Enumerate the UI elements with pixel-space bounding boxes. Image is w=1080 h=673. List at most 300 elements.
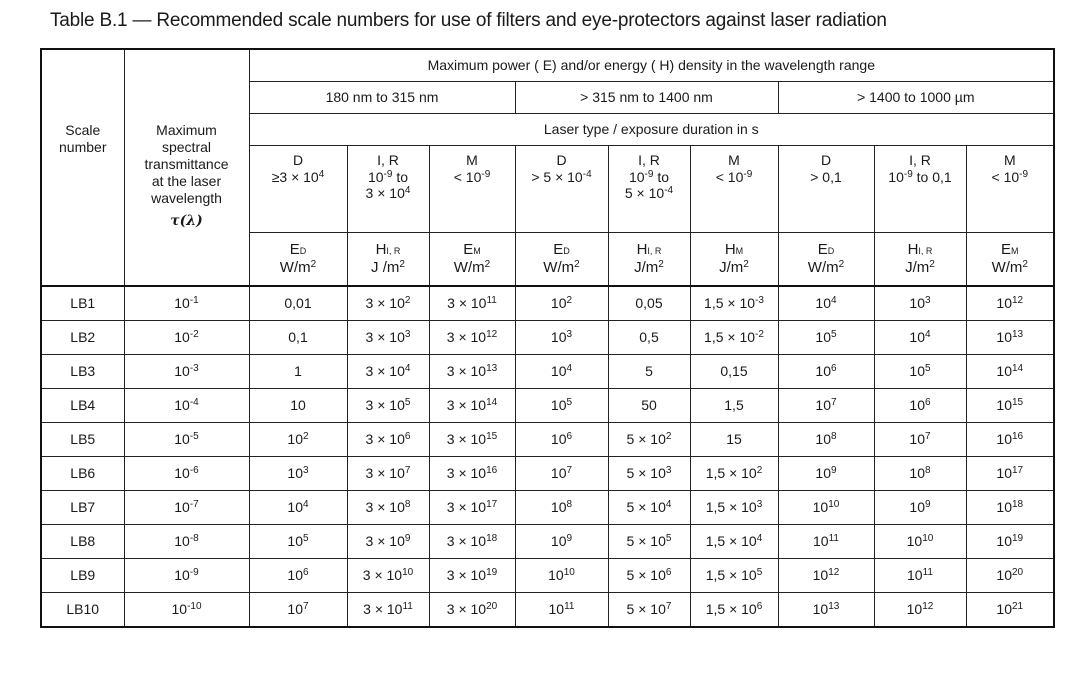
value-cell: $10^{14}$ (966, 355, 1054, 389)
value-cell: $3 \times 10^{19}$ (429, 559, 515, 593)
exponent: -4 (189, 397, 199, 409)
exponent: 5 (404, 397, 411, 409)
value-cell: $1,5 \times 10^2$ (690, 457, 778, 491)
value-cell: $10^5$ (515, 389, 608, 423)
value-cell: $10^5$ (778, 321, 874, 355)
exponent: 4 (756, 533, 763, 545)
unit-label: $J/m^2$ (719, 259, 749, 276)
value-cell: $10^{12}$ (778, 559, 874, 593)
exponent: 6 (404, 431, 411, 443)
value-cell: $10^{10}$ (874, 525, 966, 559)
exponent: 11 (564, 601, 575, 613)
exponent: 2 (756, 465, 763, 477)
laser-type-name: I, R (638, 152, 660, 168)
quantity-unit-cell (874, 233, 966, 287)
exponent: 5 (831, 329, 837, 341)
exponent: 19 (1012, 533, 1024, 545)
value-cell: 0,15 (690, 355, 778, 389)
table-row (41, 321, 1054, 355)
value-cell: $10^9$ (874, 491, 966, 525)
exponent: -9 (481, 168, 491, 180)
exponent: 4 (318, 168, 325, 180)
exponent: -1 (189, 295, 199, 307)
unit-label: $W/m^2$ (453, 259, 491, 276)
value-cell: $1,5 \times 10^3$ (690, 491, 778, 525)
laser-type-name: M (728, 152, 740, 168)
value-cell: $10^7$ (515, 457, 608, 491)
scale-number-cell: LB4 (41, 389, 124, 423)
value-cell: $10^6$ (249, 559, 347, 593)
transmittance-cell: $10^{-7}$ (124, 491, 249, 525)
exponent: -10 (187, 601, 202, 613)
exponent: 9 (925, 499, 931, 511)
unit-label: J $/m^2$ (371, 259, 405, 276)
exponent: 9 (404, 533, 411, 545)
unit-label: $W/m^2$ (543, 259, 580, 276)
exponent: 19 (486, 567, 498, 579)
value-cell: $10^7$ (874, 423, 966, 457)
exponent: 10 (563, 567, 575, 579)
laser-type-duration: $\ge 3 \times 10^4$ (271, 168, 325, 185)
exponent: 7 (925, 431, 931, 443)
transmittance-cell: $10^{-9}$ (124, 559, 249, 593)
value-cell: $3 \times 10^{16}$ (429, 457, 515, 491)
value-cell: $3 \times 10^{18}$ (429, 525, 515, 559)
exponent: 2 (566, 295, 573, 307)
value-cell: $10^8$ (874, 457, 966, 491)
quantity-unit-cell (608, 233, 690, 287)
quantity-symbol: ED (817, 241, 835, 259)
quantity-symbol: EM (463, 241, 481, 259)
exponent: 8 (831, 431, 837, 443)
value-cell: $1,5 \times 10^4$ (690, 525, 778, 559)
exponent: 11 (402, 601, 413, 613)
value-cell: $5 \times 10^3$ (608, 457, 690, 491)
laser-type-cell (966, 146, 1054, 233)
table-caption: Table B.1 — Recommended scale numbers for use of filters and eye-protectors against laser radiation (50, 10, 887, 31)
exponent: 4 (925, 329, 931, 341)
transmittance-cell: $10^{-5}$ (124, 423, 249, 457)
value-cell: $5 \times 10^4$ (608, 491, 690, 525)
laser-type-duration: $10^{-9}$ to (367, 168, 409, 185)
exponent: 12 (828, 567, 840, 579)
exponent: 8 (404, 499, 411, 511)
scale-number-cell: LB3 (41, 355, 124, 389)
exponent: 3 (756, 499, 763, 511)
laser-type-duration: < $10^{-9}$ (991, 168, 1029, 185)
scale-number-cell: LB2 (41, 321, 124, 355)
quantity-subscript: I, R (918, 246, 933, 257)
transmittance-cell: $10^{-1}$ (124, 286, 249, 321)
unit-label: $J/m^2$ (634, 259, 664, 276)
exponent: 7 (404, 465, 411, 477)
exponent: 13 (828, 601, 840, 613)
value-cell: $10^7$ (249, 593, 347, 628)
value-cell: 10 (249, 389, 347, 423)
exponent: 10 (828, 499, 840, 511)
value-cell: $3 \times 10^4$ (347, 355, 429, 389)
quantity-symbol: HI, R (907, 241, 933, 259)
quantity-subscript: D (827, 246, 835, 257)
value-cell: 0,01 (249, 286, 347, 321)
quantity-subscript: D (563, 246, 570, 257)
quantity-subscript: M (1011, 246, 1019, 257)
table-row (41, 559, 1054, 593)
tau-symbol: τ(λ) (170, 213, 203, 230)
quantity-symbol: ED (289, 241, 307, 259)
exponent: 13 (486, 363, 498, 375)
exponent: 8 (925, 465, 931, 477)
exponent: 6 (566, 431, 573, 443)
exponent: 2 (303, 431, 309, 443)
laser-type-cell (347, 146, 429, 233)
quantity-unit-cell (778, 233, 874, 287)
exponent: 16 (1012, 431, 1024, 443)
exponent: 2 (399, 259, 405, 270)
value-cell: $5 \times 10^2$ (608, 423, 690, 457)
value-cell: $3 \times 10^9$ (347, 525, 429, 559)
exponent: 4 (404, 363, 411, 375)
value-cell: $3 \times 10^{17}$ (429, 491, 515, 525)
table-row (41, 423, 1054, 457)
value-cell: $10^6$ (515, 423, 608, 457)
exponent: 14 (486, 397, 498, 409)
laser-type-name: I, R (377, 152, 399, 168)
value-cell: $3 \times 10^{13}$ (429, 355, 515, 389)
laser-type-cell (515, 146, 608, 233)
exponent: 21 (1012, 601, 1024, 613)
range-header: > 315 nm to 1400 nm (515, 82, 778, 114)
value-cell: $3 \times 10^2$ (347, 286, 429, 321)
exponent: 3 (925, 295, 931, 307)
exponent: 2 (743, 259, 749, 270)
scale-number-cell: LB10 (41, 593, 124, 628)
exponent: 6 (303, 567, 309, 579)
value-cell: $3 \times 10^{12}$ (429, 321, 515, 355)
exponent: 14 (1012, 363, 1024, 375)
scale-number-cell: LB8 (41, 525, 124, 559)
value-cell: $10^{16}$ (966, 423, 1054, 457)
transmittance-cell: $10^{-3}$ (124, 355, 249, 389)
table-row (41, 457, 1054, 491)
exponent: 4 (404, 185, 411, 197)
exponent: 2 (1022, 259, 1028, 270)
value-cell: $10^{20}$ (966, 559, 1054, 593)
exponent: -4 (664, 185, 674, 197)
exponent: -9 (1019, 168, 1029, 180)
value-cell: $1,5 \times 10^6$ (690, 593, 778, 628)
laser-type-cell (608, 146, 690, 233)
quantity-unit-cell (966, 233, 1054, 287)
exponent: 8 (566, 499, 573, 511)
value-cell: $10^8$ (778, 423, 874, 457)
value-cell: $3 \times 10^8$ (347, 491, 429, 525)
laser-type-cell (778, 146, 874, 233)
laser-type-name: D (820, 152, 832, 168)
exponent: -4 (582, 168, 592, 180)
value-cell: 15 (690, 423, 778, 457)
laser-type-duration: < $10^{-9}$ (453, 168, 491, 185)
exponent: 4 (665, 499, 672, 511)
table-row (41, 286, 1054, 321)
laser-type-name: M (466, 152, 478, 168)
value-cell: $10^3$ (249, 457, 347, 491)
exponent: -9 (189, 567, 199, 579)
value-cell: $10^{12}$ (874, 593, 966, 628)
laser-type-cell (249, 146, 347, 233)
scale-number-cell: LB9 (41, 559, 124, 593)
scale-number-cell: LB1 (41, 286, 124, 321)
value-cell: $10^{17}$ (966, 457, 1054, 491)
exponent: 9 (566, 533, 573, 545)
value-cell: $3 \times 10^3$ (347, 321, 429, 355)
value-cell: 0,05 (608, 286, 690, 321)
unit-label: $W/m^2$ (279, 259, 317, 276)
scale-number-cell: LB5 (41, 423, 124, 457)
exponent: 7 (303, 601, 309, 613)
exponent: -3 (189, 363, 199, 375)
exponent: 15 (1012, 397, 1024, 409)
value-cell: $3 \times 10^{14}$ (429, 389, 515, 423)
exponent: 6 (665, 567, 672, 579)
value-cell: $1,5 \times 10^5$ (690, 559, 778, 593)
value-cell: $10^2$ (515, 286, 608, 321)
exponent: 2 (929, 259, 935, 270)
exponent: 5 (303, 533, 309, 545)
value-cell: $10^3$ (874, 286, 966, 321)
exponent: 9 (831, 465, 837, 477)
table-row (41, 491, 1054, 525)
exponent: 10 (402, 567, 414, 579)
transmittance-cell: $10^{-2}$ (124, 321, 249, 355)
exponent: 7 (566, 465, 573, 477)
value-cell: $10^{21}$ (966, 593, 1054, 628)
value-cell: $10^8$ (515, 491, 608, 525)
value-cell: $5 \times 10^6$ (608, 559, 690, 593)
transmittance-cell: $10^{-10}$ (124, 593, 249, 628)
value-cell: $10^{15}$ (966, 389, 1054, 423)
range-header: 180 nm to 315 nm (249, 82, 515, 114)
exponent: 2 (665, 431, 672, 443)
exponent: 2 (404, 295, 411, 307)
value-cell: 1,5 (690, 389, 778, 423)
laser-type-cell (874, 146, 966, 233)
value-cell: $10^9$ (515, 525, 608, 559)
exponent: -9 (743, 168, 753, 180)
value-cell: $1,5 \times 10^{-3}$ (690, 286, 778, 321)
laser-type-name: I, R (909, 152, 931, 168)
value-cell: $3 \times 10^{15}$ (429, 423, 515, 457)
exponent: 12 (1012, 295, 1024, 307)
laser-type-name: D (556, 152, 567, 168)
exponent: 2 (838, 259, 845, 270)
exponent: 18 (1012, 499, 1024, 511)
laser-type-cell (690, 146, 778, 233)
exponent: 10 (922, 533, 934, 545)
scale-number-label-line: Scale (65, 122, 101, 138)
exponent: 12 (922, 601, 934, 613)
value-cell: $3 \times 10^{20}$ (429, 593, 515, 628)
quantity-symbol: HM (724, 241, 744, 259)
exponent: -7 (189, 499, 199, 511)
exponent: 2 (484, 259, 491, 270)
exponent: 3 (303, 465, 309, 477)
exponent: -9 (383, 168, 393, 180)
transmittance-line: at the laser (151, 173, 222, 190)
exponent: 13 (1012, 329, 1024, 341)
value-cell: $3 \times 10^{11}$ (347, 593, 429, 628)
exponent: -3 (755, 295, 764, 307)
exponent: 5 (566, 397, 573, 409)
exponent: 4 (303, 499, 309, 511)
value-cell: $10^{12}$ (966, 286, 1054, 321)
exponent: 7 (831, 397, 837, 409)
value-cell: $3 \times 10^5$ (347, 389, 429, 423)
exponent: 4 (831, 295, 837, 307)
exponent: 12 (486, 329, 498, 341)
exponent: 5 (756, 567, 763, 579)
value-cell: $10^{13}$ (778, 593, 874, 628)
laser-type-duration: $10^{-9}$ to 0,1 (888, 168, 952, 185)
unit-label: $W/m^2$ (807, 259, 845, 276)
transmittance-line: transmittance (144, 156, 229, 173)
exponent: 4 (566, 363, 573, 375)
exponent: 15 (486, 431, 498, 443)
value-cell: $3 \times 10^{11}$ (429, 286, 515, 321)
exponent: -9 (903, 168, 913, 180)
transmittance-line: wavelength (151, 190, 222, 207)
value-cell: $10^7$ (778, 389, 874, 423)
exponent: 20 (486, 601, 498, 613)
table-row (41, 355, 1054, 389)
transmittance-cell: $10^{-6}$ (124, 457, 249, 491)
quantity-symbol: EM (1001, 241, 1019, 259)
quantity-unit-cell (347, 233, 429, 287)
laser-scale-table (40, 48, 1055, 628)
value-cell: $10^3$ (515, 321, 608, 355)
value-cell: $5 \times 10^5$ (608, 525, 690, 559)
value-cell: $10^5$ (249, 525, 347, 559)
value-cell: $3 \times 10^{10}$ (347, 559, 429, 593)
exponent: -6 (189, 465, 199, 477)
transmittance-line: spectral (161, 139, 212, 156)
exponent: 20 (1012, 567, 1024, 579)
exponent: 16 (486, 465, 498, 477)
value-cell: $10^{10}$ (515, 559, 608, 593)
unit-label: $W/m^2$ (991, 259, 1028, 276)
unit-label: $J/m^2$ (905, 259, 935, 276)
quantity-symbol: HI, R (636, 241, 662, 259)
value-cell: $10^{13}$ (966, 321, 1054, 355)
value-cell: 0,5 (608, 321, 690, 355)
quantity-unit-cell (249, 233, 347, 287)
laser-type-header: Laser type / exposure duration in s (249, 114, 1054, 146)
exponent: 11 (486, 295, 497, 307)
value-cell: $10^{11}$ (778, 525, 874, 559)
value-cell: 1 (249, 355, 347, 389)
exponent: 3 (404, 329, 411, 341)
transmittance-header (124, 49, 249, 286)
exponent: 2 (658, 259, 664, 270)
laser-type-duration: > $5 \times 10^{-4}$ (531, 168, 592, 185)
value-cell: $10^6$ (874, 389, 966, 423)
value-cell: 50 (608, 389, 690, 423)
table-row (41, 389, 1054, 423)
scale-number-cell: LB6 (41, 457, 124, 491)
max-power-header: Maximum power ( E) and/or energy ( H) density in the wavelength range (249, 49, 1054, 82)
value-cell: $3 \times 10^7$ (347, 457, 429, 491)
exponent: 11 (828, 533, 839, 545)
exponent: 6 (925, 397, 931, 409)
exponent: 3 (665, 465, 672, 477)
value-cell: $3 \times 10^6$ (347, 423, 429, 457)
exponent: 17 (1012, 465, 1024, 477)
table-row (41, 593, 1054, 628)
exponent: 5 (665, 533, 672, 545)
range-header: > 1400 to 1000 µm (778, 82, 1054, 114)
exponent: 3 (566, 329, 573, 341)
value-cell: $10^4$ (249, 491, 347, 525)
laser-type-name: M (1003, 152, 1016, 168)
value-cell: $10^{19}$ (966, 525, 1054, 559)
scale-number-header (41, 49, 124, 286)
value-cell: $10^{18}$ (966, 491, 1054, 525)
quantity-unit-cell (515, 233, 608, 287)
value-cell: $10^6$ (778, 355, 874, 389)
laser-type-duration-end: $3 \times 10^4$ (365, 185, 411, 202)
laser-type-duration: $10^{-9}$ to (628, 168, 670, 185)
laser-type-name: D (292, 152, 304, 168)
quantity-unit-cell (429, 233, 515, 287)
transmittance-line: Maximum (156, 122, 217, 138)
value-cell: 5 (608, 355, 690, 389)
value-cell: $10^{11}$ (515, 593, 608, 628)
quantity-subscript: I, R (386, 246, 401, 257)
laser-type-cell (429, 146, 515, 233)
exponent: 6 (831, 363, 837, 375)
quantity-subscript: M (735, 246, 744, 257)
quantity-subscript: I, R (647, 246, 662, 257)
exponent: 11 (922, 567, 933, 579)
value-cell: $10^2$ (249, 423, 347, 457)
exponent: -2 (755, 329, 764, 341)
value-cell: $1,5 \times 10^{-2}$ (690, 321, 778, 355)
laser-type-duration: > 0,1 (810, 168, 842, 185)
exponent: 17 (486, 499, 498, 511)
exponent: 7 (665, 601, 672, 613)
exponent: 2 (310, 259, 317, 270)
exponent: -8 (189, 533, 199, 545)
value-cell: $5 \times 10^7$ (608, 593, 690, 628)
value-cell: $10^9$ (778, 457, 874, 491)
value-cell: $10^{11}$ (874, 559, 966, 593)
exponent: -5 (189, 431, 199, 443)
scale-number-cell: LB7 (41, 491, 124, 525)
exponent: 18 (486, 533, 498, 545)
quantity-subscript: M (473, 246, 481, 257)
transmittance-cell: $10^{-4}$ (124, 389, 249, 423)
transmittance-cell: $10^{-8}$ (124, 525, 249, 559)
exponent: 2 (574, 259, 580, 270)
scale-number-label-line: number (59, 138, 107, 155)
value-cell: $10^5$ (874, 355, 966, 389)
exponent: 6 (756, 601, 763, 613)
laser-type-duration-end: $5 \times 10^{-4}$ (624, 185, 674, 202)
exponent: 5 (925, 363, 931, 375)
laser-type-duration: < $10^{-9}$ (715, 168, 753, 185)
value-cell: $10^4$ (874, 321, 966, 355)
quantity-symbol: ED (553, 241, 570, 259)
